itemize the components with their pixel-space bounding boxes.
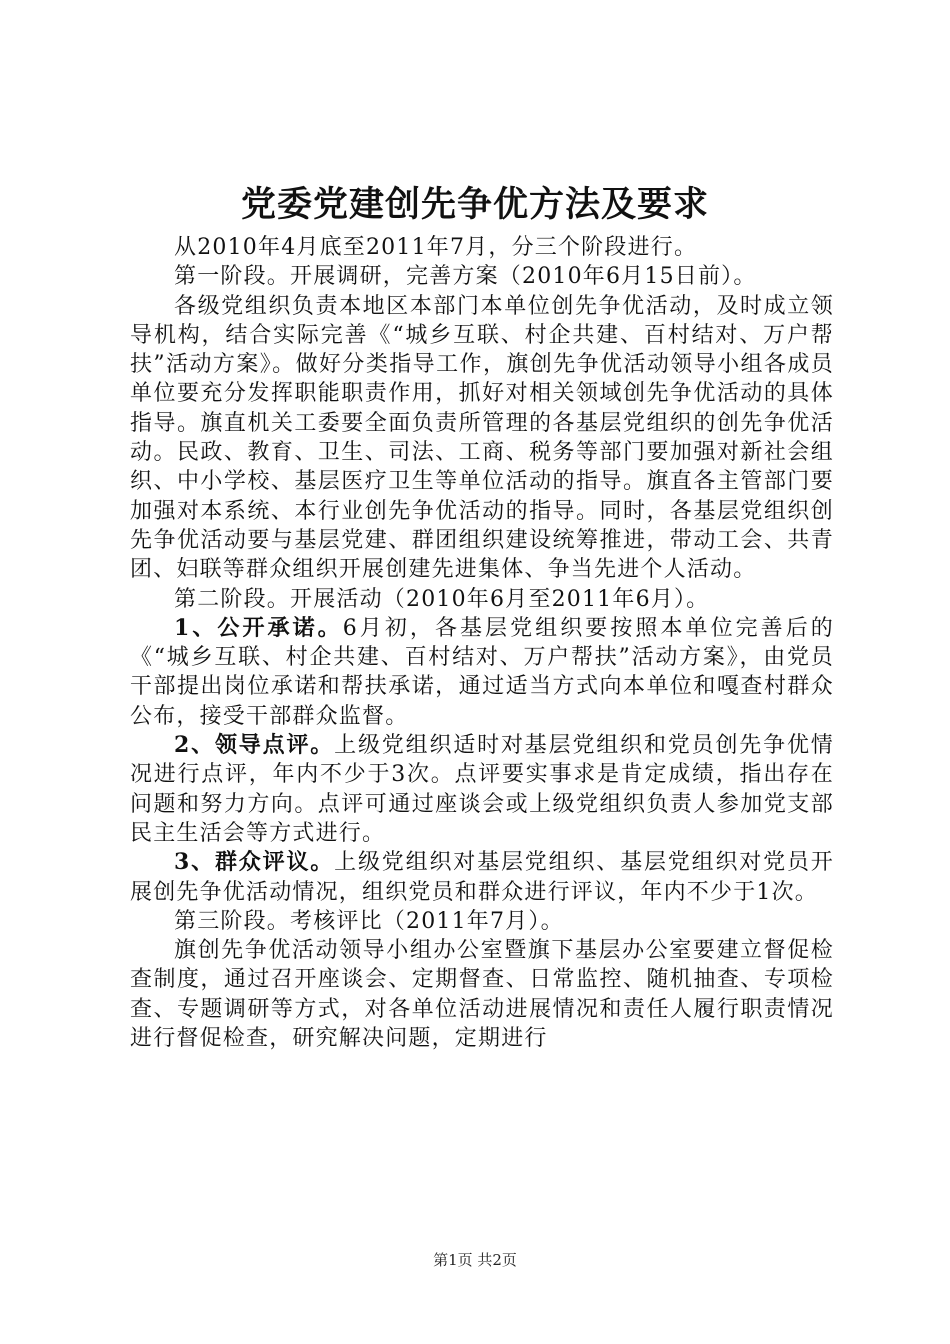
paragraph-text: 从2010年4月底至2011年7月，分三个阶段进行。 — [174, 235, 698, 260]
paragraph-phase-one-heading — [130, 262, 834, 291]
paragraph-text: 第三阶段。考核评比（2011年7月）。 — [174, 908, 564, 934]
document-body — [130, 233, 834, 1053]
paragraph-text: 第一阶段。开展调研，完善方案（2010年6月15日前）。 — [174, 264, 757, 290]
paragraph-mass-evaluation — [130, 848, 834, 907]
page-number-footer: 第1页 共2页 — [433, 1251, 517, 1269]
document-title: 党委党建创先争优方法及要求 — [240, 184, 709, 225]
paragraph-phase-three-body — [130, 936, 834, 1053]
paragraph-text: 上级党组织适时对基层党组织和党员创先争优情况进行点评，年内不少于3次。点评要实事求是肯定成绩，指出存在问题和努力方向。点评可通过座谈会或上级党组织负责人参加党支部民主生活会等方式进行。 — [130, 733, 834, 846]
paragraph-text: 第二阶段。开展活动（2010年6月至2011年6月）。 — [174, 586, 710, 612]
paragraph-intro — [130, 233, 834, 262]
paragraph-text: 各级党组织负责本地区本部门本单位创先争优活动，及时成立领导机构，结合实际完善《“城乡互联、村企共建、百村结对、万户帮扶”活动方案》。做好分类指导工作，旗创先争优活动领导小组各成员单位要充分发挥职能职责作用，抓好对相关领域创先争优活动的具体指导。旗直机关工委要全面负责所管理的各基层党组织的创先争优活动。民政、教育、卫生、司法、工商、税务等部门要加强对新社会组织、中小学校、基层医疗卫生等单位活动的指导。旗直各主管部门要加强对本系统、本行业创先争优活动的指导。同时，各基层党组织创先争优活动要与基层党建、群团组织建设统筹推进，带动工会、共青团、妇联等群众组织开展创建先进集体、争当先进个人活动。 — [130, 293, 834, 583]
paragraph-public-commitment — [130, 614, 834, 731]
paragraph-text: 6月初，各基层党组织要按照本单位完善后的《“城乡互联、村企共建、百村结对、万户帮扶”活动方案》，由党员干部提出岗位承诺和帮扶承诺，通过适当方式向本单位和嘎查村群众公布，接受干部群众监督。 — [130, 615, 834, 729]
paragraph-text: 旗创先争优活动领导小组办公室暨旗下基层办公室要建立督促检查制度，通过召开座谈会、定期督查、日常监控、随机抽查、专项检查、专题调研等方式，对各单位活动进展情况和责任人履行职责情况进行督促检查，研究解决问题，定期进行 — [130, 938, 834, 1052]
paragraph-text: 上级党组织对基层党组织、基层党组织对党员开展创先争优活动情况，组织党员和群众进行评议，年内不少于1次。 — [130, 850, 834, 905]
paragraph-lead: 3、群众评议。 — [174, 849, 335, 876]
paragraph-lead: 1、公开承诺。 — [174, 614, 343, 641]
paragraph-lead: 2、领导点评。 — [174, 732, 335, 759]
paragraph-phase-two-heading — [130, 585, 834, 614]
paragraph-phase-three-heading — [130, 907, 834, 936]
paragraph-phase-one-body — [130, 292, 834, 585]
paragraph-leader-review — [130, 731, 834, 848]
